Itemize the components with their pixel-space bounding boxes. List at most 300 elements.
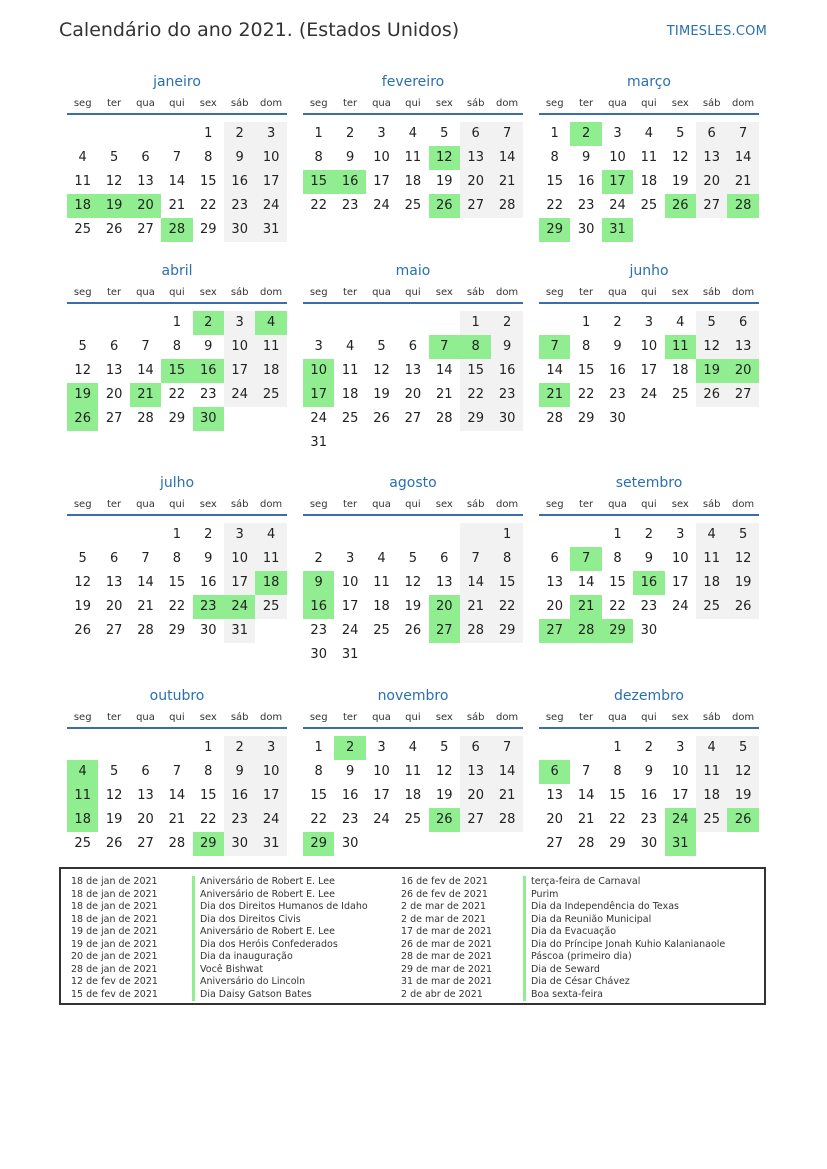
day-cell[interactable]: 30	[491, 407, 522, 431]
day-cell[interactable]: 25	[696, 808, 727, 832]
day-cell[interactable]: 1	[581, 315, 591, 330]
holiday-day-cell[interactable]: 4	[67, 760, 98, 784]
day-cell[interactable]: 26	[696, 383, 727, 407]
day-cell[interactable]: 21	[436, 387, 453, 402]
day-cell[interactable]: 25	[373, 623, 390, 638]
day-cell[interactable]: 9	[224, 146, 255, 170]
day-cell[interactable]: 16	[224, 784, 255, 808]
day-cell[interactable]: 1	[172, 527, 182, 542]
day-cell[interactable]: 8	[491, 547, 522, 571]
day-cell[interactable]: 30	[609, 411, 626, 426]
day-cell[interactable]: 25	[255, 383, 286, 407]
day-cell[interactable]: 22	[168, 599, 186, 614]
day-cell[interactable]: 7	[172, 150, 182, 165]
day-cell[interactable]: 8	[550, 150, 559, 165]
day-cell[interactable]: 15	[546, 174, 563, 189]
day-cell[interactable]: 3	[644, 315, 654, 330]
day-cell[interactable]: 12	[696, 335, 727, 359]
day-cell[interactable]: 3	[377, 740, 386, 755]
holiday-day-cell[interactable]: 2	[193, 311, 224, 335]
day-cell[interactable]: 14	[460, 571, 491, 595]
day-cell[interactable]: 2	[644, 527, 654, 542]
holiday-day-cell[interactable]: 17	[602, 170, 633, 194]
day-cell[interactable]: 1	[613, 527, 622, 542]
day-cell[interactable]: 18	[373, 599, 390, 614]
day-cell[interactable]: 8	[314, 150, 323, 165]
day-cell[interactable]: 7	[491, 736, 522, 760]
day-cell[interactable]: 31	[310, 435, 327, 450]
day-cell[interactable]: 4	[408, 740, 418, 755]
day-cell[interactable]: 6	[141, 150, 150, 165]
day-cell[interactable]: 14	[491, 146, 522, 170]
day-cell[interactable]: 30	[224, 832, 255, 856]
holiday-day-cell[interactable]: 11	[67, 784, 98, 808]
day-cell[interactable]: 16	[341, 788, 359, 803]
day-cell[interactable]: 12	[105, 788, 123, 803]
day-cell[interactable]: 4	[78, 150, 87, 165]
day-cell[interactable]: 22	[168, 387, 186, 402]
day-cell[interactable]: 2	[224, 122, 255, 146]
day-cell[interactable]: 23	[640, 599, 658, 614]
day-cell[interactable]: 9	[491, 335, 522, 359]
day-cell[interactable]: 1	[460, 311, 491, 335]
day-cell[interactable]: 1	[314, 740, 323, 755]
holiday-day-cell[interactable]: 16	[193, 359, 224, 383]
day-cell[interactable]: 9	[581, 150, 591, 165]
day-cell[interactable]: 31	[255, 832, 286, 856]
day-cell[interactable]: 26	[74, 623, 91, 638]
day-cell[interactable]: 24	[640, 387, 658, 402]
day-cell[interactable]: 8	[613, 764, 622, 779]
day-cell[interactable]: 9	[644, 551, 654, 566]
holiday-day-cell[interactable]: 29	[303, 832, 334, 856]
day-cell[interactable]: 3	[224, 311, 255, 335]
day-cell[interactable]: 18	[696, 571, 727, 595]
day-cell[interactable]: 26	[105, 836, 123, 851]
holiday-day-cell[interactable]: 24	[665, 808, 696, 832]
day-cell[interactable]: 16	[224, 170, 255, 194]
day-cell[interactable]: 18	[696, 784, 727, 808]
day-cell[interactable]: 4	[644, 126, 654, 141]
day-cell[interactable]: 12	[74, 575, 91, 590]
day-cell[interactable]: 30	[577, 222, 595, 237]
day-cell[interactable]: 20	[546, 599, 563, 614]
day-cell[interactable]: 10	[255, 146, 286, 170]
day-cell[interactable]: 2	[345, 126, 355, 141]
holiday-day-cell[interactable]: 19	[98, 194, 129, 218]
day-cell[interactable]: 13	[137, 788, 154, 803]
day-cell[interactable]: 22	[200, 198, 217, 213]
holiday-day-cell[interactable]: 30	[193, 407, 224, 431]
day-cell[interactable]: 17	[255, 170, 286, 194]
day-cell[interactable]: 11	[341, 363, 359, 378]
day-cell[interactable]: 24	[672, 599, 689, 614]
day-cell[interactable]: 22	[460, 383, 491, 407]
day-cell[interactable]: 18	[404, 174, 422, 189]
day-cell[interactable]: 17	[373, 788, 390, 803]
holiday-day-cell[interactable]: 28	[161, 218, 192, 242]
day-cell[interactable]: 2	[613, 315, 622, 330]
day-cell[interactable]: 27	[404, 411, 422, 426]
day-cell[interactable]: 14	[168, 174, 186, 189]
holiday-day-cell[interactable]: 4	[255, 311, 286, 335]
holiday-day-cell[interactable]: 26	[665, 194, 696, 218]
day-cell[interactable]: 1	[172, 315, 182, 330]
day-cell[interactable]: 8	[204, 764, 213, 779]
day-cell[interactable]: 25	[696, 595, 727, 619]
day-cell[interactable]: 11	[255, 335, 286, 359]
day-cell[interactable]: 13	[404, 363, 422, 378]
day-cell[interactable]: 29	[168, 411, 186, 426]
day-cell[interactable]: 20	[137, 812, 154, 827]
day-cell[interactable]: 5	[676, 126, 685, 141]
day-cell[interactable]: 21	[168, 812, 186, 827]
holiday-day-cell[interactable]: 18	[255, 571, 286, 595]
day-cell[interactable]: 23	[491, 383, 522, 407]
day-cell[interactable]: 13	[696, 146, 727, 170]
day-cell[interactable]: 10	[255, 760, 286, 784]
day-cell[interactable]: 20	[460, 784, 491, 808]
day-cell[interactable]: 14	[168, 788, 186, 803]
holiday-day-cell[interactable]: 28	[570, 619, 601, 643]
day-cell[interactable]: 28	[436, 411, 453, 426]
day-cell[interactable]: 8	[204, 150, 213, 165]
day-cell[interactable]: 14	[436, 363, 453, 378]
holiday-day-cell[interactable]: 27	[429, 619, 460, 643]
day-cell[interactable]: 23	[341, 198, 359, 213]
day-cell[interactable]: 7	[172, 764, 182, 779]
day-cell[interactable]: 25	[404, 812, 422, 827]
day-cell[interactable]: 3	[345, 551, 355, 566]
day-cell[interactable]: 14	[546, 363, 563, 378]
day-cell[interactable]: 22	[310, 198, 327, 213]
holiday-day-cell[interactable]: 12	[429, 146, 460, 170]
day-cell[interactable]: 11	[404, 150, 422, 165]
holiday-day-cell[interactable]: 27	[539, 619, 570, 643]
day-cell[interactable]: 26	[373, 411, 390, 426]
day-cell[interactable]: 3	[314, 339, 323, 354]
day-cell[interactable]: 28	[137, 411, 154, 426]
day-cell[interactable]: 15	[460, 359, 491, 383]
day-cell[interactable]: 17	[224, 571, 255, 595]
day-cell[interactable]: 11	[74, 174, 91, 189]
day-cell[interactable]: 5	[727, 736, 758, 760]
day-cell[interactable]: 6	[109, 339, 119, 354]
holiday-day-cell[interactable]: 9	[303, 571, 334, 595]
day-cell[interactable]: 3	[377, 126, 386, 141]
day-cell[interactable]: 15	[491, 571, 522, 595]
day-cell[interactable]: 19	[404, 599, 422, 614]
holiday-day-cell[interactable]: 7	[570, 547, 601, 571]
day-cell[interactable]: 11	[404, 764, 422, 779]
day-cell[interactable]: 26	[727, 595, 758, 619]
day-cell[interactable]: 27	[460, 808, 491, 832]
day-cell[interactable]: 25	[341, 411, 359, 426]
holiday-day-cell[interactable]: 20	[727, 359, 758, 383]
day-cell[interactable]: 5	[408, 551, 418, 566]
holiday-day-cell[interactable]: 19	[67, 383, 98, 407]
day-cell[interactable]: 18	[341, 387, 359, 402]
day-cell[interactable]: 6	[696, 122, 727, 146]
day-cell[interactable]: 30	[310, 647, 327, 662]
day-cell[interactable]: 10	[341, 575, 359, 590]
day-cell[interactable]: 14	[727, 146, 758, 170]
day-cell[interactable]: 18	[404, 788, 422, 803]
day-cell[interactable]: 30	[341, 836, 359, 851]
day-cell[interactable]: 4	[377, 551, 386, 566]
day-cell[interactable]: 20	[105, 387, 123, 402]
day-cell[interactable]: 29	[168, 623, 186, 638]
day-cell[interactable]: 20	[105, 599, 123, 614]
day-cell[interactable]: 23	[341, 812, 359, 827]
day-cell[interactable]: 17	[373, 174, 390, 189]
day-cell[interactable]: 18	[255, 359, 286, 383]
day-cell[interactable]: 13	[460, 146, 491, 170]
day-cell[interactable]: 12	[373, 363, 390, 378]
day-cell[interactable]: 15	[577, 363, 595, 378]
day-cell[interactable]: 27	[137, 222, 154, 237]
holiday-day-cell[interactable]: 16	[303, 595, 334, 619]
day-cell[interactable]: 29	[491, 619, 522, 643]
day-cell[interactable]: 29	[609, 836, 626, 851]
day-cell[interactable]: 30	[640, 623, 658, 638]
day-cell[interactable]: 19	[727, 571, 758, 595]
holiday-day-cell[interactable]: 16	[633, 571, 664, 595]
day-cell[interactable]: 4	[696, 523, 727, 547]
day-cell[interactable]: 2	[314, 551, 323, 566]
day-cell[interactable]: 13	[105, 575, 123, 590]
day-cell[interactable]: 15	[200, 788, 217, 803]
day-cell[interactable]: 12	[74, 363, 91, 378]
day-cell[interactable]: 28	[491, 194, 522, 218]
day-cell[interactable]: 18	[672, 363, 689, 378]
day-cell[interactable]: 5	[109, 764, 119, 779]
day-cell[interactable]: 5	[727, 523, 758, 547]
day-cell[interactable]: 7	[491, 122, 522, 146]
day-cell[interactable]: 3	[613, 126, 622, 141]
day-cell[interactable]: 10	[609, 150, 626, 165]
day-cell[interactable]: 14	[137, 575, 154, 590]
day-cell[interactable]: 13	[727, 335, 758, 359]
day-cell[interactable]: 1	[550, 126, 559, 141]
day-cell[interactable]: 8	[613, 551, 622, 566]
day-cell[interactable]: 16	[640, 788, 658, 803]
day-cell[interactable]: 12	[727, 760, 758, 784]
day-cell[interactable]: 9	[204, 551, 213, 566]
holiday-day-cell[interactable]: 31	[602, 218, 633, 242]
day-cell[interactable]: 2	[204, 527, 213, 542]
day-cell[interactable]: 26	[404, 623, 422, 638]
day-cell[interactable]: 9	[613, 339, 622, 354]
day-cell[interactable]: 30	[200, 623, 217, 638]
day-cell[interactable]: 18	[640, 174, 658, 189]
day-cell[interactable]: 22	[546, 198, 563, 213]
holiday-day-cell[interactable]: 21	[570, 595, 601, 619]
day-cell[interactable]: 23	[224, 194, 255, 218]
holiday-day-cell[interactable]: 2	[334, 736, 365, 760]
day-cell[interactable]: 11	[373, 575, 390, 590]
holiday-day-cell[interactable]: 6	[539, 760, 570, 784]
day-cell[interactable]: 14	[491, 760, 522, 784]
day-cell[interactable]: 4	[676, 315, 685, 330]
day-cell[interactable]: 19	[672, 174, 689, 189]
day-cell[interactable]: 17	[672, 788, 689, 803]
day-cell[interactable]: 2	[491, 311, 522, 335]
day-cell[interactable]: 24	[255, 194, 286, 218]
day-cell[interactable]: 17	[224, 359, 255, 383]
day-cell[interactable]: 10	[640, 339, 658, 354]
day-cell[interactable]: 9	[224, 760, 255, 784]
day-cell[interactable]: 5	[78, 339, 87, 354]
day-cell[interactable]: 25	[672, 387, 689, 402]
day-cell[interactable]: 24	[224, 383, 255, 407]
day-cell[interactable]: 1	[491, 523, 522, 547]
holiday-day-cell[interactable]: 31	[665, 832, 696, 856]
day-cell[interactable]: 19	[436, 788, 453, 803]
day-cell[interactable]: 7	[141, 551, 150, 566]
day-cell[interactable]: 27	[137, 836, 154, 851]
day-cell[interactable]: 11	[255, 547, 286, 571]
day-cell[interactable]: 25	[640, 198, 658, 213]
day-cell[interactable]: 17	[255, 784, 286, 808]
day-cell[interactable]: 8	[172, 551, 182, 566]
day-cell[interactable]: 19	[105, 812, 123, 827]
day-cell[interactable]: 3	[676, 527, 685, 542]
day-cell[interactable]: 28	[491, 808, 522, 832]
day-cell[interactable]: 13	[436, 575, 453, 590]
day-cell[interactable]: 11	[696, 760, 727, 784]
holiday-day-cell[interactable]: 20	[429, 595, 460, 619]
day-cell[interactable]: 24	[341, 623, 359, 638]
day-cell[interactable]: 23	[577, 198, 595, 213]
day-cell[interactable]: 17	[672, 575, 689, 590]
day-cell[interactable]: 25	[404, 198, 422, 213]
day-cell[interactable]: 15	[200, 174, 217, 189]
day-cell[interactable]: 3	[255, 736, 286, 760]
day-cell[interactable]: 22	[609, 812, 626, 827]
day-cell[interactable]: 27	[105, 411, 123, 426]
day-cell[interactable]: 3	[676, 740, 685, 755]
holiday-day-cell[interactable]: 18	[67, 808, 98, 832]
holiday-day-cell[interactable]: 15	[303, 170, 334, 194]
day-cell[interactable]: 17	[341, 599, 359, 614]
day-cell[interactable]: 11	[640, 150, 658, 165]
day-cell[interactable]: 22	[310, 812, 327, 827]
day-cell[interactable]: 6	[408, 339, 418, 354]
day-cell[interactable]: 24	[373, 198, 390, 213]
day-cell[interactable]: 24	[373, 812, 390, 827]
day-cell[interactable]: 16	[200, 575, 217, 590]
day-cell[interactable]: 22	[577, 387, 595, 402]
day-cell[interactable]: 9	[345, 764, 355, 779]
day-cell[interactable]: 8	[581, 339, 591, 354]
day-cell[interactable]: 30	[640, 836, 658, 851]
day-cell[interactable]: 28	[460, 619, 491, 643]
holiday-day-cell[interactable]: 26	[429, 194, 460, 218]
day-cell[interactable]: 6	[440, 551, 449, 566]
day-cell[interactable]: 11	[696, 547, 727, 571]
holiday-day-cell[interactable]: 26	[429, 808, 460, 832]
holiday-day-cell[interactable]: 11	[665, 335, 696, 359]
day-cell[interactable]: 7	[581, 764, 591, 779]
day-cell[interactable]: 17	[640, 363, 658, 378]
day-cell[interactable]: 29	[200, 222, 217, 237]
holiday-day-cell[interactable]: 26	[67, 407, 98, 431]
day-cell[interactable]: 13	[105, 363, 123, 378]
day-cell[interactable]: 2	[224, 736, 255, 760]
day-cell[interactable]: 28	[577, 836, 595, 851]
holiday-day-cell[interactable]: 10	[303, 359, 334, 383]
day-cell[interactable]: 23	[224, 808, 255, 832]
day-cell[interactable]: 15	[310, 788, 327, 803]
day-cell[interactable]: 13	[546, 575, 563, 590]
day-cell[interactable]: 4	[408, 126, 418, 141]
day-cell[interactable]: 19	[436, 174, 453, 189]
day-cell[interactable]: 12	[404, 575, 422, 590]
day-cell[interactable]: 21	[137, 599, 154, 614]
day-cell[interactable]: 23	[310, 623, 327, 638]
day-cell[interactable]: 10	[373, 150, 390, 165]
day-cell[interactable]: 12	[727, 547, 758, 571]
holiday-day-cell[interactable]: 18	[67, 194, 98, 218]
day-cell[interactable]: 5	[78, 551, 87, 566]
day-cell[interactable]: 23	[609, 387, 626, 402]
day-cell[interactable]: 2	[644, 740, 654, 755]
day-cell[interactable]: 4	[255, 523, 286, 547]
day-cell[interactable]: 12	[672, 150, 689, 165]
day-cell[interactable]: 21	[577, 812, 595, 827]
day-cell[interactable]: 6	[109, 551, 119, 566]
holiday-day-cell[interactable]: 21	[539, 383, 570, 407]
day-cell[interactable]: 28	[168, 836, 186, 851]
day-cell[interactable]: 14	[577, 788, 595, 803]
day-cell[interactable]: 13	[546, 788, 563, 803]
day-cell[interactable]: 21	[491, 170, 522, 194]
day-cell[interactable]: 28	[546, 411, 563, 426]
day-cell[interactable]: 22	[491, 595, 522, 619]
day-cell[interactable]: 14	[137, 363, 154, 378]
day-cell[interactable]: 27	[727, 383, 758, 407]
holiday-day-cell[interactable]: 29	[539, 218, 570, 242]
day-cell[interactable]: 6	[550, 551, 559, 566]
day-cell[interactable]: 20	[404, 387, 422, 402]
day-cell[interactable]: 31	[224, 619, 255, 643]
day-cell[interactable]: 8	[172, 339, 182, 354]
day-cell[interactable]: 19	[74, 599, 91, 614]
day-cell[interactable]: 5	[696, 311, 727, 335]
day-cell[interactable]: 6	[460, 736, 491, 760]
day-cell[interactable]: 15	[609, 788, 626, 803]
day-cell[interactable]: 14	[577, 575, 595, 590]
day-cell[interactable]: 27	[546, 836, 563, 851]
day-cell[interactable]: 4	[345, 339, 355, 354]
day-cell[interactable]: 10	[672, 764, 689, 779]
day-cell[interactable]: 5	[440, 126, 449, 141]
holiday-day-cell[interactable]: 26	[727, 808, 758, 832]
day-cell[interactable]: 1	[613, 740, 622, 755]
site-link[interactable]: TIMESLES.COM	[666, 24, 767, 39]
holiday-day-cell[interactable]: 8	[460, 335, 491, 359]
day-cell[interactable]: 10	[373, 764, 390, 779]
day-cell[interactable]: 26	[105, 222, 123, 237]
day-cell[interactable]: 12	[105, 174, 123, 189]
day-cell[interactable]: 3	[224, 523, 255, 547]
day-cell[interactable]: 5	[109, 150, 119, 165]
day-cell[interactable]: 23	[640, 812, 658, 827]
day-cell[interactable]: 9	[204, 339, 213, 354]
day-cell[interactable]: 1	[314, 126, 323, 141]
day-cell[interactable]: 29	[460, 407, 491, 431]
